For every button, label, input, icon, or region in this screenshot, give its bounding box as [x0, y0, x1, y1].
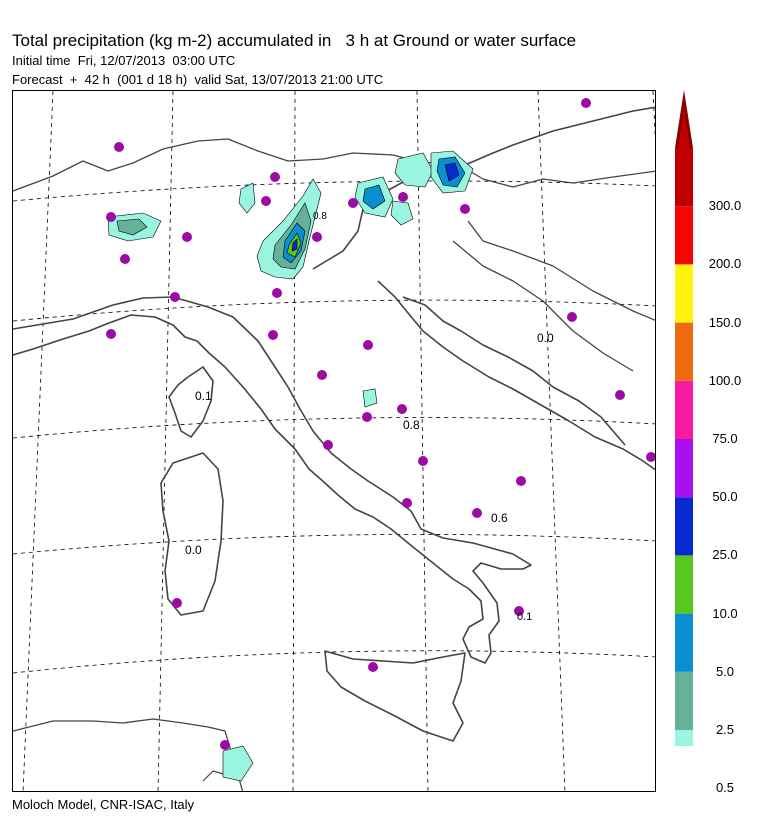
- contour-label: 0.8: [313, 211, 327, 222]
- legend-label: 75.0: [712, 431, 738, 446]
- legend-swatch: [675, 614, 693, 672]
- legend-label: 100.0: [708, 372, 742, 388]
- forecast-time: Forecast + 42 h (001 d 18 h) valid Sat, 13/07/2013 21:00 UTC: [12, 72, 384, 87]
- contour-label: 0.0: [185, 543, 202, 557]
- precipitation-areas: [108, 151, 473, 781]
- legend-label: 2.5: [715, 722, 735, 737]
- legend-label: 200.0: [708, 256, 742, 272]
- legend-label: 25.0: [712, 547, 738, 563]
- legend-swatch: [675, 439, 693, 497]
- legend-label: 150.0: [708, 314, 742, 330]
- coastlines: [13, 107, 656, 792]
- legend-label: 0.5: [715, 780, 735, 796]
- legend-swatch: [675, 206, 693, 264]
- legend-swatch: [675, 323, 693, 381]
- legend-label: 300.0: [708, 198, 742, 214]
- model-credit: Moloch Model, CNR-ISAC, Italy: [12, 797, 195, 812]
- legend-label: 50.0: [712, 489, 738, 505]
- contour-label: 0.1: [195, 389, 212, 403]
- legend-label: 5.0: [715, 663, 735, 679]
- legend-swatch: [675, 730, 693, 746]
- legend-swatch: [675, 264, 693, 322]
- contour-label: 0.6: [491, 511, 508, 525]
- initial-time: Initial time Fri, 12/07/2013 03:00 UTC: [12, 53, 236, 68]
- graticule: [13, 91, 656, 792]
- precipitation-legend: [660, 86, 760, 746]
- legend-swatch: [675, 555, 693, 613]
- precipitation-map: [12, 90, 656, 792]
- legend-swatch: [675, 381, 693, 439]
- legend-swatch: [675, 148, 693, 206]
- legend-swatch: [675, 497, 693, 555]
- map-title: Total precipitation (kg m-2) accumulated in 3 h at Ground or water surface: [12, 31, 577, 50]
- contour-label: 0.0: [537, 331, 554, 345]
- legend-label: 10.0: [712, 605, 738, 621]
- contour-label: 0.8: [403, 418, 420, 432]
- legend-swatch: [675, 672, 693, 730]
- contour-label: 0.1: [517, 611, 533, 623]
